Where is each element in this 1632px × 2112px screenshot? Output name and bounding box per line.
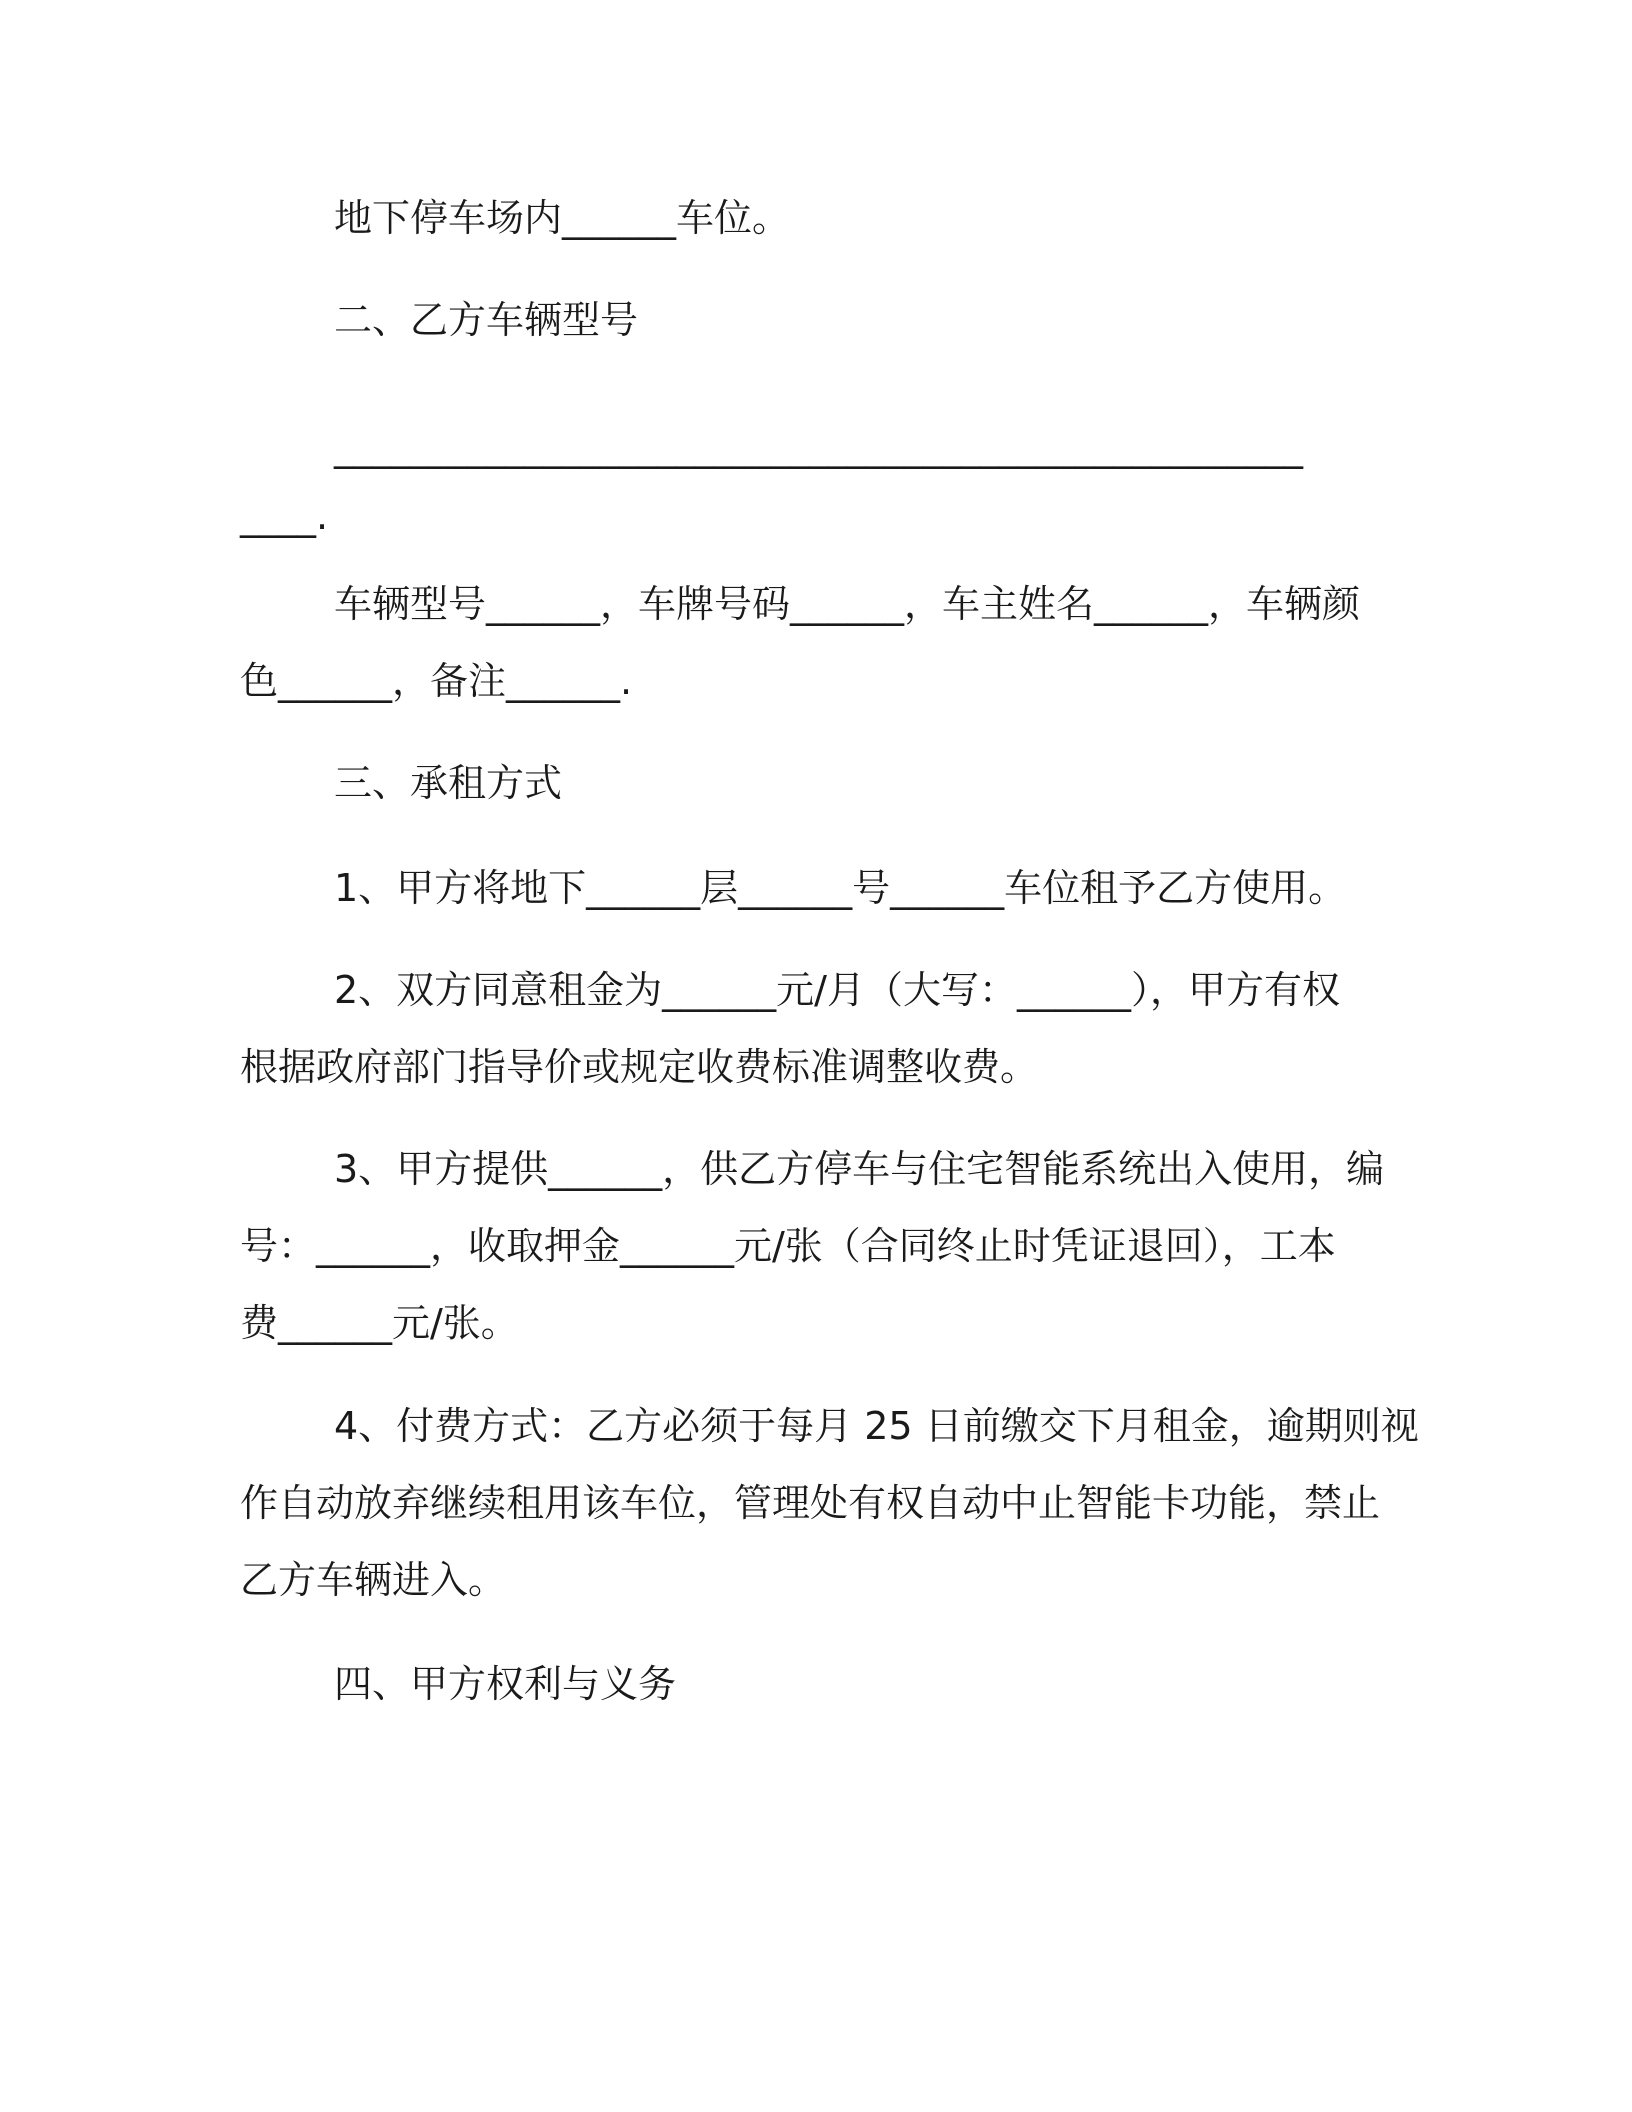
vehicle-info-line-1: 车辆型号______，车牌号码______，车主姓名______，车辆颜: [334, 582, 1361, 626]
clause-3-3-line-3: 费______元/张。: [240, 1301, 519, 1345]
section-4-heading: 四、甲方权利与义务: [334, 1662, 677, 1706]
section-2-heading: 二、乙方车辆型号: [334, 298, 639, 342]
clause-3-3-line-1: 3、甲方提供______，供乙方停车与住宅智能系统出入使用，编: [334, 1147, 1385, 1191]
parking-space-line: 地下停车场内______车位。: [334, 196, 791, 240]
section-3-heading: 三、承租方式: [334, 761, 563, 805]
clause-3-4-line-2: 作自动放弃继续租用该车位，管理处有权自动中止智能卡功能，禁止: [240, 1481, 1381, 1525]
vehicle-info-line-2: 色______，备注______.: [240, 659, 633, 703]
clause-3-3-line-2: 号：______，收取押金______元/张（合同终止时凭证退回），工本: [240, 1224, 1336, 1268]
clause-3-2-line-1: 2、双方同意租金为______元/月（大写：______），甲方有权: [334, 968, 1340, 1012]
clause-3-1: 1、甲方将地下______层______号______车位租予乙方使用。: [334, 866, 1347, 910]
vehicle-model-blank-line-end: ____.: [240, 494, 329, 538]
clause-3-4-line-1: 4、付费方式：乙方必须于每月 25 日前缴交下月租金，逾期则视: [334, 1404, 1419, 1448]
clause-3-4-line-3: 乙方车辆进入。: [240, 1558, 507, 1602]
clause-3-2-line-2: 根据政府部门指导价或规定收费标准调整收费。: [240, 1045, 1039, 1089]
vehicle-model-blank-line: ___________________________________________________: [334, 425, 1303, 469]
